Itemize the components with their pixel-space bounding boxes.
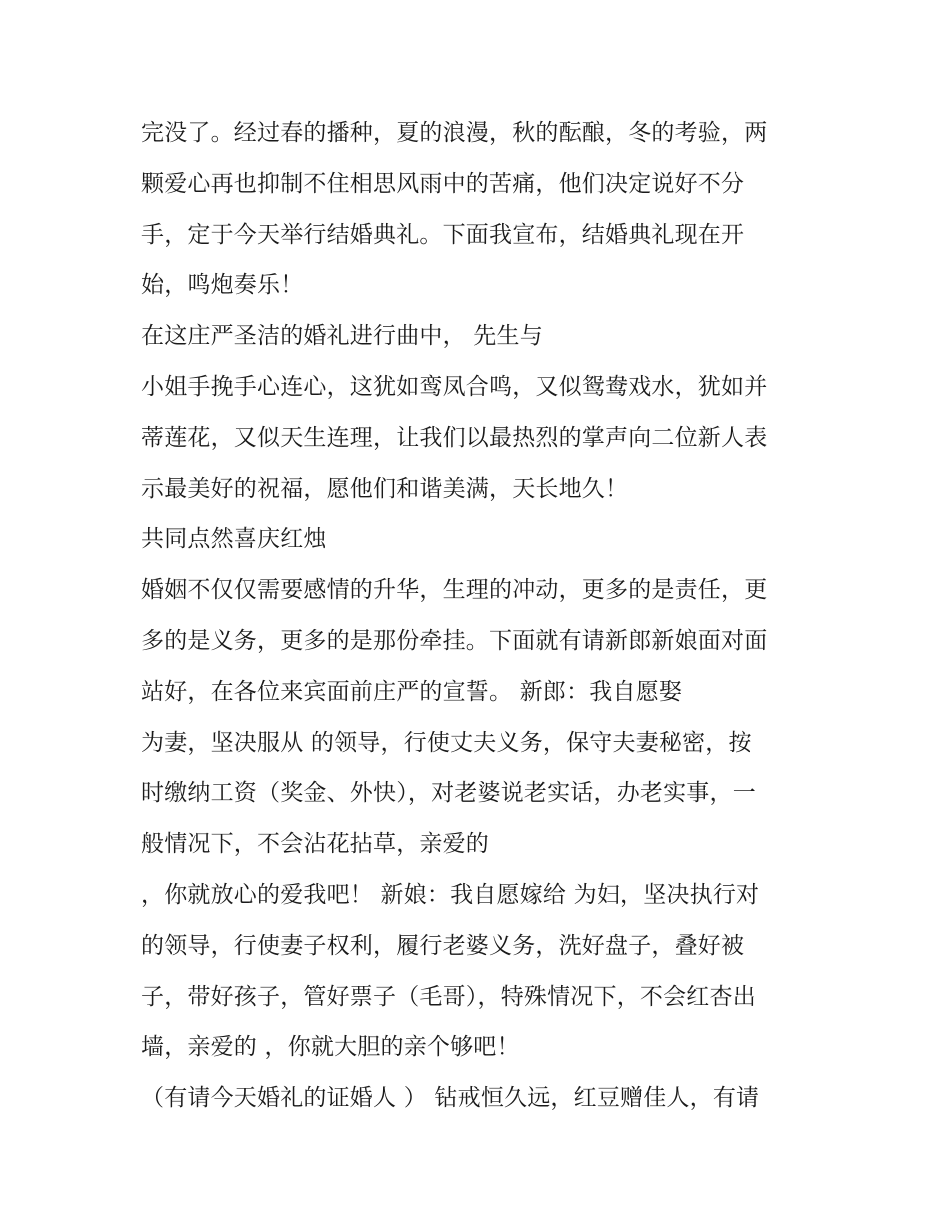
document-body — [141, 108, 821, 1124]
text-line: 蒂莲花，又似天生连理，让我们以最热烈的掌声向二位新人表 — [141, 424, 768, 451]
text-line: 小姐手挽手心连心，这犹如鸾凤合鸣，又似鸳鸯戏水，犹如并 — [141, 373, 768, 400]
text-line: 颗爱心再也抑制不住相思风雨中的苦痛，他们决定说好不分 — [141, 170, 745, 197]
text-line: 手，定于今天举行结婚典礼。下面我宣布，结婚典礼现在开 — [141, 221, 745, 248]
text-line: 为妻，坚决服从 的领导，行使丈夫义务，保守夫妻秘密，按 — [141, 729, 752, 756]
text-line: 共同点然喜庆红烛 — [141, 526, 327, 553]
text-line: （有请今天婚礼的证婚人 ） 钻戒恒久远，红豆赠佳人，有请 — [141, 1085, 760, 1112]
text-line: 般情况下，不会沾花拈草，亲爱的 — [141, 831, 489, 858]
text-line: 时缴纳工资（奖金、外快），对老婆说老实话，办老实事，一 — [141, 780, 756, 807]
text-line: 在这庄严圣洁的婚礼进行曲中， 先生与 — [141, 323, 543, 350]
text-line: 婚姻不仅仅需要感情的升华，生理的冲动，更多的是责任，更 — [141, 577, 768, 604]
text-line: 站好，在各位来宾面前庄严的宣誓。 新郎：我自愿娶 — [141, 678, 683, 705]
text-line: 多的是义务，更多的是那份牵挂。下面就有请新郎新娘面对面 — [141, 627, 768, 654]
text-line: 始，鸣炮奏乐！ — [141, 272, 304, 299]
text-line: ，你就放心的爱我吧！ 新娘：我自愿嫁给 为妇，坚决执行对 — [141, 881, 760, 908]
text-line: 的领导，行使妻子权利，履行老婆义务，洗好盘子，叠好被 — [141, 932, 745, 959]
text-line: 完没了。经过春的播种，夏的浪漫，秋的酝酿，冬的考验，两 — [141, 120, 768, 146]
text-line: 墙，亲爱的 ，你就大胆的亲个够吧！ — [141, 1034, 520, 1061]
text-line: 示最美好的祝福，愿他们和谐美满，天长地久！ — [141, 475, 629, 502]
text-line: 子，带好孩子，管好票子（毛哥），特殊情况下，不会红杏出 — [141, 983, 756, 1010]
